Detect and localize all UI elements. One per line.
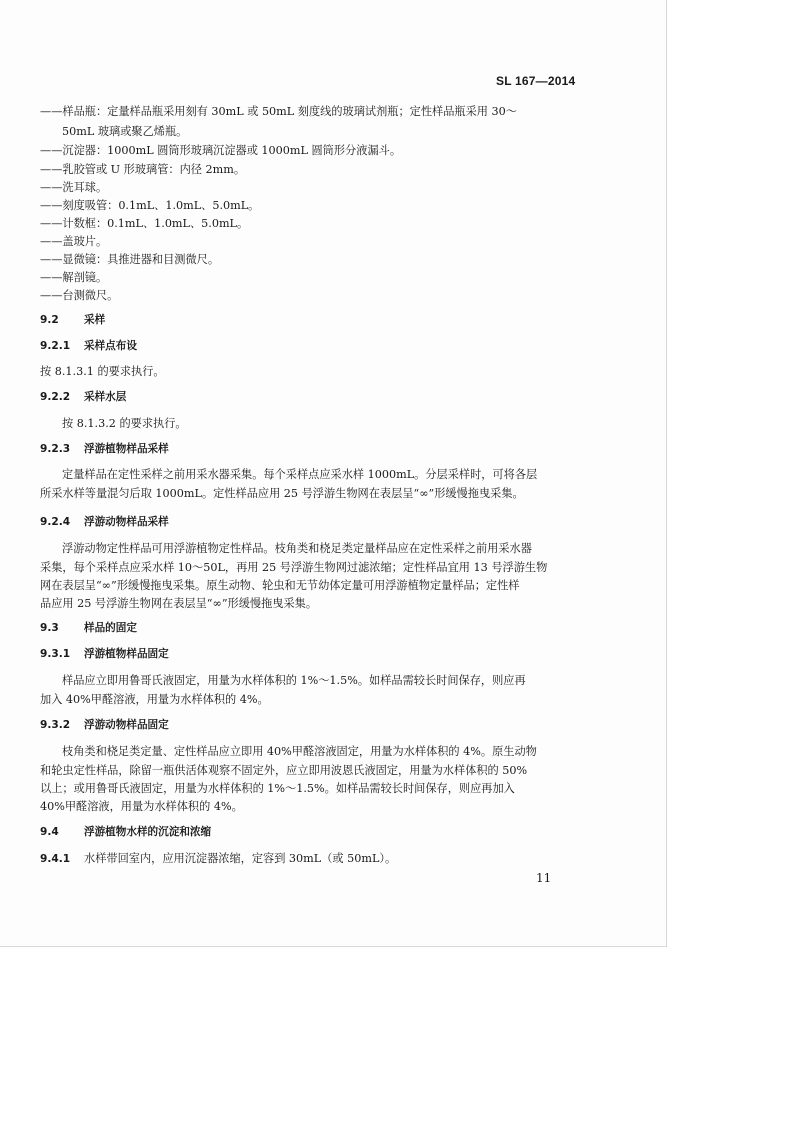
equipment-item-microscope: ——显微镜：具推进器和目测微尺。 xyxy=(40,253,220,266)
equipment-item-micrometer: ——台测微尺。 xyxy=(40,289,119,302)
paragraph-line: 所采水样等量混匀后取 1000mL。定性样品应用 25 号浮游生物网在表层呈“∞”形缓慢拖曳采集。 xyxy=(40,487,524,500)
paragraph-line: 以上；或用鲁哥氏液固定，用量为水样体积的 1%～1.5%。如样品需较长时间保存，则应再加入 xyxy=(40,782,515,795)
clause-number: 9.4.1 xyxy=(40,853,71,865)
standard-code: SL 167—2014 xyxy=(496,74,576,88)
section-heading-9-2-4: 9.2.4 浮游动物样品采样 xyxy=(40,516,169,528)
section-heading-9-4: 9.4 浮游植物水样的沉淀和浓缩 xyxy=(40,826,212,838)
paragraph-line: 样品应立即用鲁哥氏液固定，用量为水样体积的 1%～1.5%。如样品需较长时间保存，则应再 xyxy=(62,674,526,687)
paragraph-line: 枝角类和桡足类定量、定性样品应立即用 40%甲醛溶液固定，用量为水样体积的 4%。原生动物 xyxy=(62,745,537,758)
section-heading-9-2-3: 9.2.3 浮游植物样品采样 xyxy=(40,443,169,455)
paragraph-line: 采集，每个采样点应采水样 10～50L，再用 25 号浮游生物网过滤浓缩；定性样品宜用 13 号浮游生物 xyxy=(40,561,548,574)
equipment-item-cover-glass: ——盖玻片。 xyxy=(40,235,108,248)
page-number: 11 xyxy=(536,871,552,885)
equipment-item-sample-bottle: ——样品瓶：定量样品瓶采用刻有 30mL 或 50mL 刻度线的玻璃试剂瓶；定性样品瓶采用 30～ xyxy=(40,105,517,118)
paragraph-line: 网在表层呈“∞”形缓慢拖曳采集。原生动物、轮虫和无节幼体定量可用浮游植物定量样品；定性样 xyxy=(40,579,520,592)
equipment-item-dissecting-scope: ——解剖镜。 xyxy=(40,271,108,284)
section-heading-9-3-2: 9.3.2 浮游动物样品固定 xyxy=(40,719,169,731)
equipment-item-counting-frame: ——计数框：0.1mL、1.0mL、5.0mL。 xyxy=(40,217,249,230)
section-heading-9-2-2: 9.2.2 采样水层 xyxy=(40,391,127,403)
equipment-item-pipette: ——刻度吸管：0.1mL、1.0mL、5.0mL。 xyxy=(40,199,260,212)
section-heading-9-3: 9.3 样品的固定 xyxy=(40,622,137,634)
paragraph-line: 加入 40%甲醛溶液，用量为水样体积的 4%。 xyxy=(40,693,269,706)
section-heading-9-3-1: 9.3.1 浮游植物样品固定 xyxy=(40,648,169,660)
paragraph-9-2-1: 按 8.1.3.1 的要求执行。 xyxy=(40,365,165,378)
paragraph-9-4-1 xyxy=(40,851,396,867)
equipment-item-bulb: ——洗耳球。 xyxy=(40,181,108,194)
paragraph-line: 浮游动物定性样品可用浮游植物定性样品。枝角类和桡足类定量样品应在定性采样之前用采水器 xyxy=(62,542,532,555)
equipment-item-tube: ——乳胶管或 U 形玻璃管：内径 2mm。 xyxy=(40,163,246,176)
clause-text: 水样带回室内，应用沉淀器浓缩，定容到 30mL（或 50mL）。 xyxy=(84,852,397,865)
section-heading-9-2-1: 9.2.1 采样点布设 xyxy=(40,340,137,352)
paragraph-line: 品应用 25 号浮游生物网在表层呈“∞”形缓慢拖曳采集。 xyxy=(40,597,318,610)
equipment-item-settler: ——沉淀器：1000mL 圆筒形玻璃沉淀器或 1000mL 圆筒形分液漏斗。 xyxy=(40,144,402,157)
paragraph-line: 定量样品在定性采样之前用采水器采集。每个采样点应采水样 1000mL。分层采样时，可将各层 xyxy=(62,468,538,481)
paragraph-9-2-2: 按 8.1.3.2 的要求执行。 xyxy=(62,417,187,430)
paragraph-line: 40%甲醛溶液，用量为水样体积的 4%。 xyxy=(40,800,243,813)
section-heading-9-2: 9.2 采样 xyxy=(40,314,106,326)
paragraph-line: 和轮虫定性样品，除留一瓶供活体观察不固定外，应立即用波恩氏液固定，用量为水样体积的 50% xyxy=(40,764,528,777)
equipment-item-sample-bottle-cont: 50mL 玻璃或聚乙烯瓶。 xyxy=(62,125,188,138)
